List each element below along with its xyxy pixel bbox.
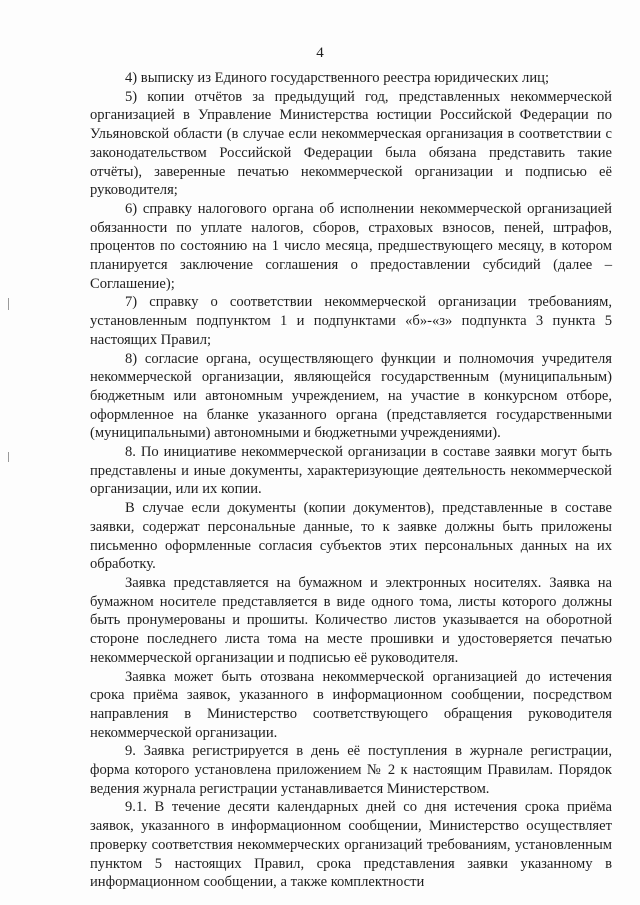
paragraph-personal-data: В случае если документы (копии документов), представленные в составе заявки, содержат персональные данные, то к заявке должны быть приложены письменно оформленные согласия субъектов этих персональных данных на их обработку.: [90, 500, 612, 573]
paragraph-clause-9: 9. Заявка регистрируется в день её поступления в журнале регистрации, форма которого установлена приложением № 2 к настоящим Правилам. Порядок ведения журнала регистрации устанавливается Министерством.: [90, 743, 612, 797]
paragraph-item-8: 8) согласие органа, осуществляющего функции и полномочия учредителя некоммерческой организации, являющейся государственным (муниципальным) бюджетным или автономным учреждением, на участие в конкурсном отборе, оформленное на бланке указанного органа (представляется государственными (муниципальными) автономными и бюджетными учреждениями).: [90, 350, 612, 442]
paragraph-item-5: 5) копии отчётов за предыдущий год, представленных некоммерческой организацией в Управление Министерства юстиции Российской Федерации по Ульяновской области (в случае если некоммерческая организация в соответствии с законодательством Российской Федерации была обязана представить такие отчёты), заверенные печатью некоммерческой организации и подписью её руководителя;: [90, 88, 612, 199]
paragraph-item-7: 7) справку о соответствии некоммерческой организации требованиям, установленным подпунктом 1 и подпунктами «б»-«з» подпункта 3 пункта 5 настоящих Правил;: [90, 294, 612, 348]
document-body: [90, 69, 612, 892]
paragraph-item-6: 6) справку налогового органа об исполнении некоммерческой организацией обязанности по уплате налогов, сборов, страховых взносов, пеней, штрафов, процентов по состоянию на 1 число месяца, предшествующего месяцу, в котором планируется заключение соглашения о предоставлении субсидий (далее – Соглашение);: [90, 200, 612, 292]
page-number: 4: [316, 45, 324, 61]
paragraph-submission-format: Заявка представляется на бумажном и электронных носителях. Заявка на бумажном носителе представляется в виде одного тома, листы которого должны быть пронумерованы и прошиты. Количество листов указывается на оборотной стороне последнего листа тома на месте прошивки и удостоверяется печатью некоммерческой организации и подписью её руководителя.: [90, 574, 612, 666]
paragraph-clause-9-1: 9.1. В течение десяти календарных дней со дня истечения срока приёма заявок, указанного в информационном сообщении, Министерство осуществляет проверку соответствия некоммерческих организаций требованиям, установленным пунктом 5 настоящих Правил, срока представления заявки указанному в информационном сообщении, а также комплектности: [90, 799, 612, 891]
scan-edge-mark: [8, 452, 9, 462]
paragraph-item-4: 4) выписку из Единого государственного реестра юридических лиц;: [125, 70, 550, 86]
paragraph-clause-8: 8. По инициативе некоммерческой организации в составе заявки могут быть представлены и иные документы, характеризующие деятельность некоммерческой организации, или их копии.: [90, 444, 612, 498]
paragraph-withdrawal: Заявка может быть отозвана некоммерческой организацией до истечения срока приёма заявок, указанного в информационном сообщении, посредством направления в Министерство соответствующего обращения руководителя некоммерческой организации.: [90, 668, 612, 741]
scan-edge-mark: [8, 298, 9, 310]
